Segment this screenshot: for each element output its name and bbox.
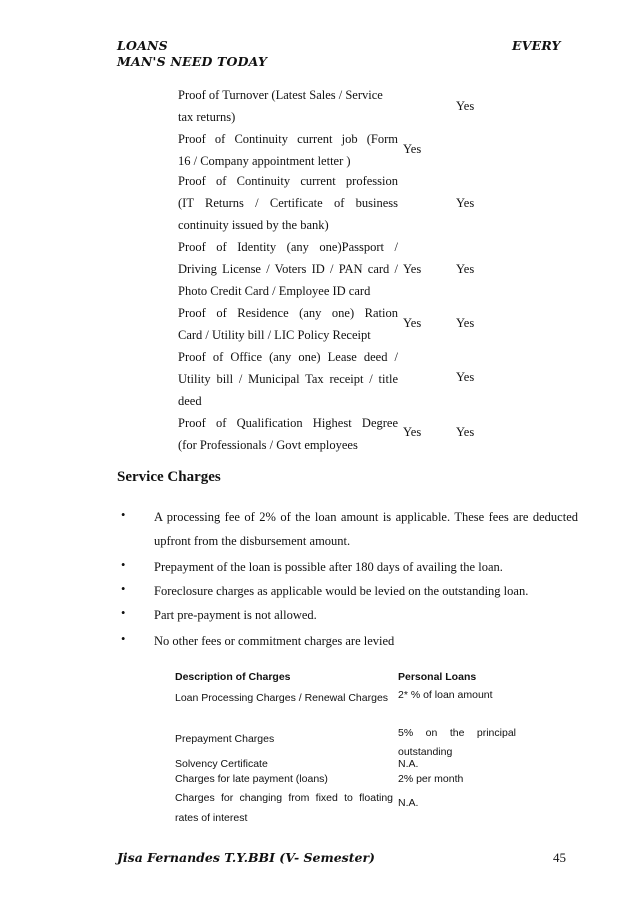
table-cell-value: N.A. (398, 758, 419, 770)
bullet-icon: • (121, 606, 126, 620)
bullet-text: A processing fee of 2% of the loan amount is applicable. These fees are deducted upfront from the disbursement amount. (154, 510, 578, 548)
table-cell-desc: Prepayment Charges (175, 733, 275, 745)
document-col2: Yes (456, 99, 475, 113)
desc-line: Proof of Residence (any one) Ration (178, 306, 398, 320)
desc-line: Photo Credit Card / Employee ID card (178, 284, 371, 298)
section-title: Service Charges (117, 469, 221, 485)
table-cell-desc: Charges for changing from fixed to floating rates of interest (175, 792, 393, 824)
table-header-description: Description of Charges (175, 671, 291, 683)
document-row-desc (178, 84, 398, 128)
document-row-desc (178, 236, 398, 302)
bullet-text: Foreclosure charges as applicable would be levied on the outstanding loan. (154, 584, 529, 598)
document-col2: Yes (456, 370, 475, 384)
table-cell-desc: Loan Processing Charges / Renewal Charges (175, 692, 389, 704)
bullet-icon: • (121, 582, 126, 596)
document-col2: Yes (456, 262, 475, 276)
table-header-personal-loans: Personal Loans (398, 671, 477, 683)
bullet-text: Prepayment of the loan is possible after 180 days of availing the loan. (154, 560, 503, 574)
desc-line: Proof of Continuity current job (Form (178, 132, 398, 146)
document-col2: Yes (456, 196, 475, 210)
desc-line: (for Professionals / Govt employees (178, 438, 358, 452)
table-cell-value: N.A. (398, 797, 419, 809)
table-cell-desc: Solvency Certificate (175, 758, 268, 770)
document-col1: Yes (403, 316, 422, 330)
desc-line: Proof of Qualification Highest Degree (178, 416, 398, 430)
bullet-icon: • (121, 558, 126, 572)
document-col1: Yes (403, 425, 422, 439)
desc-line: 16 / Company appointment letter ) (178, 154, 351, 168)
document-row-desc (178, 128, 398, 172)
table-cell-value: 2* % of loan amount (398, 689, 493, 701)
document-row-desc (178, 302, 398, 346)
bullet-text: Part pre-payment is not allowed. (154, 608, 317, 622)
desc-line: deed (178, 394, 202, 408)
desc-line: Proof of Turnover (Latest Sales / Service (178, 88, 383, 102)
document-row-desc (178, 170, 398, 236)
document-row-desc (178, 346, 398, 412)
desc-line: continuity issued by the bank) (178, 218, 329, 232)
bullet-text: No other fees or commitment charges are levied (154, 634, 395, 648)
desc-line: Proof of Office (any one) Lease deed / (178, 350, 398, 364)
desc-line: Driving License / Voters ID / PAN card / (178, 262, 398, 276)
desc-line: Card / Utility bill / LIC Policy Receipt (178, 328, 371, 342)
desc-line: Utility bill / Municipal Tax receipt / title (178, 372, 398, 386)
bullet-icon: • (121, 508, 126, 522)
header-title-left: LOANS (117, 38, 168, 53)
desc-line: (IT Returns / Certificate of business (178, 196, 398, 210)
table-cell-value: 5% on the principal outstanding (398, 727, 516, 758)
bullet-icon: • (121, 632, 126, 646)
table-cell-value: 2% per month (398, 773, 464, 785)
desc-line: Proof of Identity (any one)Passport / (178, 240, 398, 254)
document-col1: Yes (403, 142, 422, 156)
page-number: 45 (553, 850, 566, 865)
header-title-right: EVERY (512, 38, 561, 53)
desc-line: Proof of Continuity current profession (178, 174, 398, 188)
table-cell-desc: Charges for late payment (loans) (175, 773, 328, 785)
document-col2: Yes (456, 425, 475, 439)
header-subtitle: MAN'S NEED TODAY (117, 54, 268, 69)
document-row-desc (178, 412, 398, 456)
desc-line: tax returns) (178, 110, 236, 124)
footer-author: Jisa Fernandes T.Y.BBI (V- Semester) (117, 850, 375, 865)
document-col2: Yes (456, 316, 475, 330)
document-col1: Yes (403, 262, 422, 276)
